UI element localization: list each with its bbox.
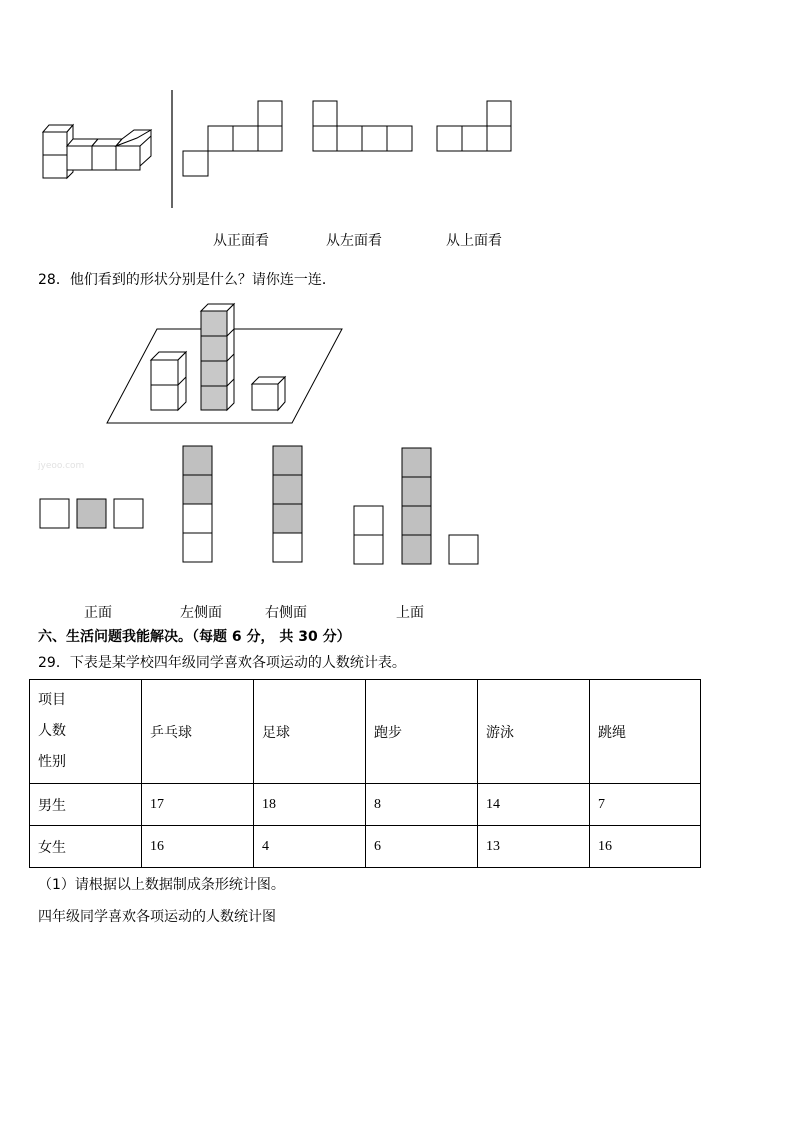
table-row <box>30 784 701 826</box>
label-front: 正面 <box>84 605 112 621</box>
table-cell: 17 <box>142 784 254 826</box>
label-left-view: 从左面看 <box>326 233 382 249</box>
label-right-side: 右侧面 <box>265 605 307 621</box>
column-header: 游泳 <box>478 680 590 784</box>
row-label: 女生 <box>30 826 142 868</box>
single-cube <box>252 377 285 410</box>
table-row <box>30 826 701 868</box>
table-cell: 14 <box>478 784 590 826</box>
q29-sub1: （1）请根据以上数据制成条形统计图。 <box>38 877 285 893</box>
tall-cube-stack <box>201 304 234 410</box>
section6-title: 六、生活问题我能解决。（每题 6 分， 共 30 分） <box>38 629 351 645</box>
q29-question: 29．下表是某学校四年级同学喜欢各项运动的人数统计表。 <box>38 655 406 671</box>
header-line-gender: 性别 <box>38 754 66 770</box>
label-top: 上面 <box>396 605 424 621</box>
column-header: 跑步 <box>366 680 478 784</box>
shape-option-4 <box>354 448 478 564</box>
stats-table <box>29 679 701 868</box>
left-cube-stack <box>151 352 186 410</box>
shape-option-2 <box>183 446 212 562</box>
row-label: 男生 <box>30 784 142 826</box>
q28-question: 28．他们看到的形状分别是什么？请你连一连． <box>38 272 336 288</box>
table-cell: 18 <box>254 784 366 826</box>
column-header: 跳绳 <box>590 680 701 784</box>
table-cell: 13 <box>478 826 590 868</box>
watermark: jyeoo.com <box>38 461 85 471</box>
header-corner-cell <box>30 680 142 784</box>
table-cell: 4 <box>254 826 366 868</box>
header-line-count: 人数 <box>38 723 66 739</box>
header-line-project: 项目 <box>38 692 66 708</box>
label-top-view: 从上面看 <box>446 233 502 249</box>
chart-title: 四年级同学喜欢各项运动的人数统计图 <box>38 909 276 925</box>
column-header: 乒乓球 <box>142 680 254 784</box>
table-cell: 7 <box>590 784 701 826</box>
label-front-view: 从正面看 <box>213 233 269 249</box>
table-cell: 6 <box>366 826 478 868</box>
table-cell: 16 <box>590 826 701 868</box>
table-cell: 8 <box>366 784 478 826</box>
table-cell: 16 <box>142 826 254 868</box>
shape-option-3 <box>273 446 302 562</box>
label-left-side: 左侧面 <box>180 605 222 621</box>
table-header-row <box>30 680 701 784</box>
shape-option-1 <box>40 499 143 528</box>
column-header: 足球 <box>254 680 366 784</box>
